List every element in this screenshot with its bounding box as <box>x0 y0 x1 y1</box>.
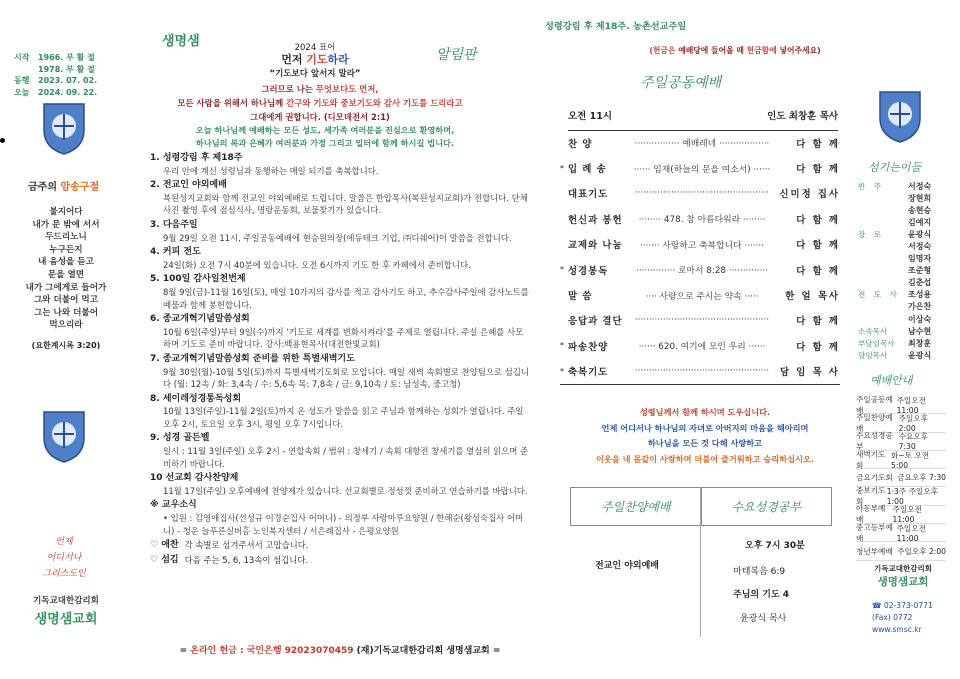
order-row: 말 씀 ···· 사랑으로 주시는 약속 ····· 한 얼 목사 <box>568 291 840 303</box>
announcement-item: 1. 성령강림 후 제18주 우리 안에 계신 성령님과 동행하는 매일 되기를 축복합니다. <box>150 153 379 176</box>
server-row: 장현희 <box>908 193 932 203</box>
date-value: 2023. 07. 02. <box>38 76 98 85</box>
sunday-praise-event: 전교인 야외예배 <box>595 561 659 571</box>
website-link[interactable]: www.smsc.kr <box>872 625 922 634</box>
server-row: 반 주 서정숙 <box>858 181 932 191</box>
service-time-row: 새벽기도회 화~토 오전 5:00 <box>856 451 946 469</box>
announcement-item: ♡ 섬김 다음 주는 5, 6, 13속이 섬깁니다. <box>150 554 309 565</box>
memory-verse-reference: (요한계시록 3:20) <box>31 341 101 350</box>
announcement-item: 2. 전교인 야외예배 복된성지교회와 함께 전교인 야외예배로 드립니다. 말씀은 한압목사(복된성지교회)가 전합니다. 단체사진 촬영 후에 점심식사, 명랑운동회, 보물찾기가 있습니다. <box>150 180 528 216</box>
column-divider <box>700 487 701 637</box>
servers-title: 섬기는이들 <box>868 161 922 174</box>
offering-notice: (헌금은 예배당에 들어올 때 헌금함에 넣어주세요) <box>649 46 821 55</box>
contact-denomination: 기독교대한감리회 <box>874 564 932 573</box>
order-row: 교제와 나눔 ······· 사랑하고 축복합니다 ······· 다 함 께 <box>568 240 840 252</box>
order-row: * 파송찬양 ······ 620. 여기에 모인 우리 ······ 다 함 께 <box>560 341 840 353</box>
service-tabs <box>570 487 832 526</box>
announcement-item: ※ 교우소식 • 입원 : 김영애집사(선성규 이경순집사 어머니) - 의정부 사랑마루요양원 / 한해순(왕성숙집사 어머니) - 청운 늘푸른실버홈 노인복지센터 / 서은례집사 - 은평요양원 <box>150 500 524 536</box>
announcement-item: 10 선교회 감사찬양제 11월 17일(주일) 오후예배에 찬양제가 있습니다. 선교회별로 정성껏 준비하고 연습하기를 바랍니다. <box>150 473 528 496</box>
service-time-row: 중보기도회 1·3주 주일오후 1:00 <box>856 487 946 505</box>
service-leader: 인도 최창훈 목사 <box>767 111 838 122</box>
date-label: 오늘 <box>14 87 30 97</box>
order-row: * 축복기도 ················································ 담 임 목 사 <box>560 366 840 379</box>
wednesday-leader: 윤광식 목사 <box>740 614 787 624</box>
denomination-name: 기독교대한감리회 <box>33 596 99 606</box>
order-of-worship <box>560 130 840 384</box>
section-title: 생명샘 <box>162 34 200 49</box>
server-row: 장 로 윤광식 <box>858 229 932 239</box>
year-label: 2024 표어 <box>294 43 336 53</box>
announcement-item: ♡ 애찬 각 속별로 섬겨주셔서 고맙습니다. <box>150 540 309 551</box>
contact-info <box>872 600 933 636</box>
bullet-dot <box>0 138 5 143</box>
announcement-item: 7. 종교개혁기념말씀성회 준비를 위한 특별새벽기도 9월 30일(월)-10월 5일(토)까지 특별새벽기도회로 모입니다. 매일 새벽 속회별로 찬양팀으로 섬깁니다 (월: 12속 / 화: 3,4속 / 수: 5,6속 목: 7,8속 / 금: 9,10속 / 토: 남성속, 중고청) <box>150 353 529 390</box>
date-value: 1978. 부 활 절 <box>38 64 95 74</box>
server-row: 이상숙 <box>908 314 932 324</box>
date-label: 시작 <box>14 53 30 62</box>
methodist-seal-icon <box>40 408 88 464</box>
notice-board-title: 알림판 <box>436 47 477 63</box>
wednesday-time: 오후 7시 30분 <box>745 541 805 551</box>
order-row: 응답과 결단 ················································ 다 함 께 <box>568 315 840 328</box>
server-row: 가은찬 <box>908 302 932 312</box>
methodist-seal-icon <box>876 88 924 144</box>
memory-verse: 불지어다 내가 문 밖에 서서 두드리노니 누구든지 내 음성을 듣고 문을 열면 내가 그에게로 들어가 그와 더불어 먹고 그는 나와 더불어 먹으리라 <box>25 207 107 331</box>
announcement-item: 5. 100일 감사일천번제 8월 9일(금)-11월 16일(토), 매일 10가지의 감사를 적고 감사기도 하고, 추수감사주일에 감사노트를 예물과 함께 봉헌합니다. <box>150 274 529 310</box>
service-time-row: 아동부예배 주일오전 11:00 <box>856 506 946 524</box>
church-motto: 언제 어디서나 그리스도인 <box>42 537 86 579</box>
founding-dates <box>14 52 97 98</box>
server-row: 소속목사 남수현 <box>858 326 932 336</box>
year-slogan: 먼저 기도하라 <box>281 53 349 66</box>
order-row: 대표기도 ················································ 신미정 집사 <box>568 188 840 201</box>
order-row: 찬 양 ················ 예배레네 ·················· 다 함 께 <box>568 138 840 150</box>
server-row: 전 도 사 조성용 <box>858 290 932 300</box>
phone-number: ☎ 02-373-0771 <box>872 601 933 610</box>
week-title: 성령강림 후 제18주. 농촌선교주일 <box>545 21 687 32</box>
tab-sunday-praise: 주일찬양예배 <box>571 488 702 525</box>
methodist-seal-icon <box>40 100 88 156</box>
announcement-item: 4. 커피 전도 24일(화) 오전 7시 40분에 있습니다. 오전 6시까지 기도 한 후 카페에서 준비합니다. <box>150 247 471 270</box>
date-value: 2024. 09. 22. <box>38 87 98 97</box>
service-time-row: 청년부예배 주일오후 2:00 <box>856 542 946 560</box>
servers-list <box>858 180 946 361</box>
server-row: 김춘섭 <box>908 278 932 288</box>
tab-wednesday-bible: 수요성경공부 <box>731 500 802 514</box>
order-row: 헌신과 봉헌 ········ 478. 참 아름다워라 ········ 다 함 께 <box>568 214 840 226</box>
intro-verse: 그러므로 나는 무엇보다도 먼저, 모든 사람을 위해서 하나님께 간구와 기도와 중보기도와 감사 기도를 드리라고 그대에게 권합니다. (디모데전서 2:1) <box>177 84 463 122</box>
announcement-item: 8. 세이레성경통독성회 10월 13일(주일)-11월 2일(토)까지 온 성도가 말씀을 읽고 주님과 함께하는 성회가 열립니다. 주일 오후 2시, 토요일 오후 3시, 평일 오후 7시입니다. <box>150 393 524 429</box>
benediction-text: 성령님께서 함께 하시며 도우십니다. 언제 어디서나 하나님의 자녀로 아버지의 마음을 헤아리며 하나님을 모든 것 다해 사랑하고 이웃을 내 몸같이 사랑하며 더불어 즐거워하고 승리하십시오. <box>596 407 814 464</box>
service-time-row: 금요기도회 금요오후 7:30 <box>856 469 946 487</box>
wednesday-text: 마태복음 6:9 <box>733 567 786 577</box>
server-row: 서정숙 <box>908 242 932 252</box>
order-row: * 성경봉독 ·············· 로마서 8:28 ·············· 다 함 께 <box>560 265 840 277</box>
service-times-title: 예배안내 <box>870 374 913 387</box>
date-label: 동행 <box>14 76 30 85</box>
service-time-row: 중고등부예배 주일오전 11:00 <box>856 524 946 542</box>
order-divider <box>560 384 840 385</box>
server-row: 조준형 <box>908 266 932 276</box>
server-row: 김예지 <box>908 217 932 227</box>
announcement-item: 3. 다음주일 9월 29일 오전 11시, 주일공동예배에 현승원의장(에듀테크 기업, ㈜디쉐어)이 말씀을 전합니다. <box>150 219 512 243</box>
date-value: 1966. 부 활 절 <box>38 53 95 62</box>
date-label <box>14 64 38 76</box>
worship-title: 주일공동예배 <box>640 75 722 91</box>
server-row: 담임목사 윤광식 <box>858 350 932 360</box>
memory-verse-title: 금주의 암송구절 <box>28 182 100 193</box>
service-time: 오전 11시 <box>568 111 613 122</box>
welcome-message: 오늘 하나님께 예배하는 모든 성도, 세가족 여러분을 진심으로 환영하며, 하나님의 복과 은혜가 여러분과 가정 그리고 일터에 함께 하시길 빕니다. <box>195 125 455 148</box>
wednesday-title: 주님의 기도 4 <box>733 590 789 600</box>
service-time-row: 수요성경공부 수요오후 7:30 <box>856 433 946 451</box>
slogan-subtitle: “기도보다 앞서지 말라” <box>269 69 361 79</box>
service-header <box>568 108 838 131</box>
online-offering-info: = 온라인 헌금 : 국민은행 92023070459 (재)기독교대한감리회 생명샘교회 = <box>179 646 501 656</box>
announcement-item: 6. 종교개혁기념말씀성회 10월 6일(주일)부터 9일(수)까지 ‘기도로 세계를 변화시켜라’를 주제로 열립니다. 주실 은혜를 사모하며 기도로 준비 바랍니다. 강사:백용현목사(대전한빛교회) <box>150 314 524 350</box>
server-row: 임명자 <box>908 254 932 264</box>
contact-church-name: 생명샘교회 <box>877 576 929 588</box>
church-name: 생명샘교회 <box>34 612 98 627</box>
server-row: 부담임목사 최창훈 <box>858 338 932 348</box>
announcements-list <box>150 152 530 568</box>
server-row: 송현승 <box>908 205 932 215</box>
order-row: * 입 례 송 ······ 임재(하늘의 문을 여소서) ······ 다 함 께 <box>560 163 840 176</box>
service-times-list <box>856 396 946 561</box>
fax-number: (Fax) 0772 <box>872 613 913 622</box>
service-time-row: 주일공동예배 주일오전 11:00 <box>856 396 946 414</box>
service-time-row: 주일찬양예배 주일오후 2:00 <box>856 414 946 432</box>
announcement-item: 9. 성경 골든벨 일시 : 11월 3일(주일) 오후 2시 - 연합속회 / 범위 : 창세기 / 속회 대항전 창세기를 열심히 읽으며 준비하기 바랍니다. <box>150 433 529 469</box>
